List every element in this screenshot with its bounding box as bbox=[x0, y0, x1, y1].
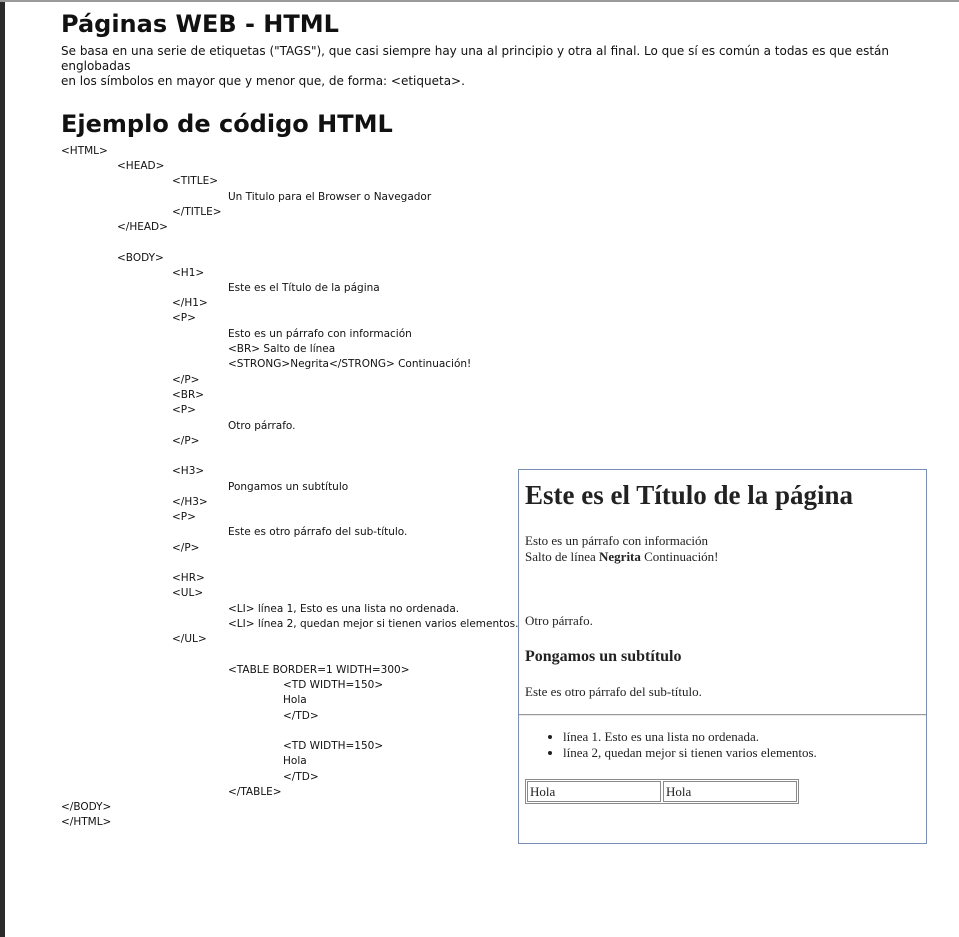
page-title: Páginas WEB - HTML bbox=[61, 10, 339, 38]
code-line: <HTML> bbox=[61, 145, 108, 157]
preview-list bbox=[519, 729, 817, 761]
code-line: <UL> bbox=[172, 587, 204, 599]
code-line: </P> bbox=[172, 374, 200, 386]
intro-line-1: Se basa en una serie de etiquetas ("TAGS"), que casi siempre hay una al principio y otra al final. Lo que sí es común a todas es que están englobadas bbox=[61, 44, 890, 73]
preview-table bbox=[525, 779, 799, 804]
code-line: </HEAD> bbox=[117, 221, 168, 233]
code-line: </BODY> bbox=[61, 801, 112, 813]
preview-subheading: Pongamos un subtítulo bbox=[525, 648, 682, 665]
code-line: <BR> bbox=[172, 389, 205, 401]
code-line: <TABLE BORDER=1 WIDTH=300> bbox=[228, 664, 410, 676]
code-line: <P> bbox=[172, 312, 196, 324]
code-line: </H3> bbox=[172, 496, 208, 508]
intro-line-2: en los símbolos en mayor que y menor que, de forma: <etiqueta>. bbox=[61, 74, 465, 88]
code-line: <TD WIDTH=150> bbox=[283, 679, 384, 691]
list-item: • línea 1. Esto es una lista no ordenada. bbox=[563, 729, 817, 745]
code-line: </TITLE> bbox=[172, 206, 222, 218]
list-item: • línea 2, quedan mejor si tienen varios elementos. bbox=[563, 745, 817, 761]
preview-paragraph-3: Este es otro párrafo del sub-título. bbox=[525, 684, 702, 699]
code-line: <H3> bbox=[172, 465, 205, 477]
preview-bold-text: Negrita bbox=[599, 549, 641, 564]
code-line: Hola bbox=[283, 694, 307, 706]
preview-horizontal-rule bbox=[519, 714, 926, 716]
intro-paragraph bbox=[61, 44, 941, 89]
section-title: Ejemplo de código HTML bbox=[61, 110, 393, 138]
preview-paragraph-1 bbox=[525, 533, 719, 565]
code-line: <HEAD> bbox=[117, 160, 165, 172]
code-line: Pongamos un subtítulo bbox=[228, 481, 349, 493]
table-cell: Hola bbox=[663, 781, 797, 802]
table-cell: Hola bbox=[527, 781, 661, 802]
code-line: </UL> bbox=[172, 633, 207, 645]
code-line: </P> bbox=[172, 542, 200, 554]
code-line: <P> bbox=[172, 404, 196, 416]
code-line: Esto es un párrafo con información bbox=[228, 328, 412, 340]
browser-preview bbox=[518, 469, 927, 844]
code-line: Hola bbox=[283, 755, 307, 767]
code-line: <BR> Salto de línea bbox=[228, 343, 336, 355]
code-line: <HR> bbox=[172, 572, 205, 584]
preview-p1-line2-start: Salto de línea bbox=[525, 549, 600, 564]
code-line: <STRONG>Negrita</STRONG> Continuación! bbox=[228, 358, 472, 370]
code-line: Este es el Título de la página bbox=[228, 282, 380, 294]
preview-heading: Este es el Título de la página bbox=[525, 480, 854, 510]
code-line: <LI> línea 2, quedan mejor si tienen varios elementos. bbox=[228, 618, 519, 630]
code-line: </HTML> bbox=[61, 816, 112, 828]
top-edge-line bbox=[0, 0, 959, 2]
code-line: <LI> línea 1, Esto es una lista no ordenada. bbox=[228, 603, 460, 615]
code-line: <P> bbox=[172, 511, 196, 523]
code-line: <BODY> bbox=[117, 252, 164, 264]
code-line: </H1> bbox=[172, 297, 208, 309]
code-line: <TITLE> bbox=[172, 175, 219, 187]
code-line: </P> bbox=[172, 435, 200, 447]
code-line: Otro párrafo. bbox=[228, 420, 296, 432]
code-line: Un Titulo para el Browser o Navegador bbox=[228, 191, 432, 203]
preview-paragraph-2: Otro párrafo. bbox=[525, 613, 593, 628]
preview-p1-line2-end: Continuación! bbox=[640, 549, 719, 564]
code-line: <H1> bbox=[172, 267, 205, 279]
left-edge-bar bbox=[0, 0, 5, 937]
code-line: Este es otro párrafo del sub-título. bbox=[228, 526, 408, 538]
code-line: </TD> bbox=[283, 710, 319, 722]
code-line: </TD> bbox=[283, 771, 319, 783]
preview-p1-line1: Esto es un párrafo con información bbox=[525, 533, 709, 548]
code-line: <TD WIDTH=150> bbox=[283, 740, 384, 752]
code-line: </TABLE> bbox=[228, 786, 282, 798]
